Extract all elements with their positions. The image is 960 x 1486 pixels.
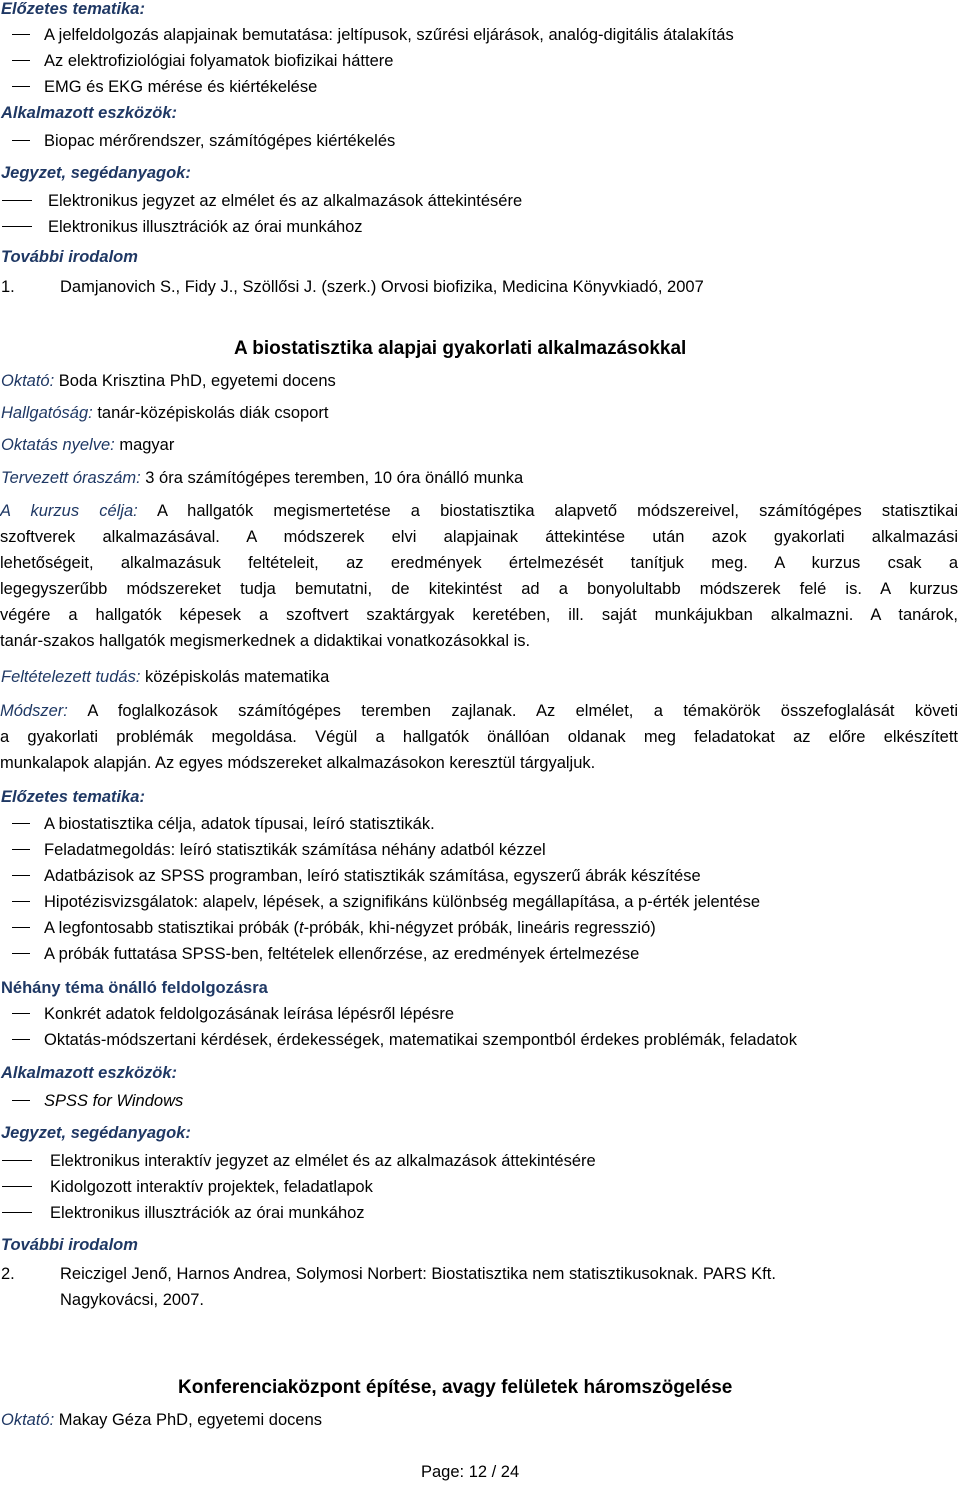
instructor-line: Oktató: Boda Krisztina PhD, egyetemi docens bbox=[1, 372, 336, 390]
page-number: Page: 12 / 24 bbox=[421, 1463, 520, 1481]
topics-heading-2: Előzetes tematika: bbox=[1, 788, 145, 806]
list-item: Kidolgozott interaktív projektek, feladatlapok bbox=[2, 1178, 373, 1198]
literature-heading-1: További irodalom bbox=[1, 248, 138, 266]
list-item: Feladatmegoldás: leíró statisztikák számítása néhány adatból kézzel bbox=[12, 841, 546, 861]
list-item: Elektronikus illusztrációk az órai munkához bbox=[2, 1204, 365, 1224]
literature-item: Damjanovich S., Fidy J., Szöllősi J. (szerk.) Orvosi biofizika, Medicina Könyvkiadó, 2007 bbox=[60, 278, 704, 296]
list-item: A biostatisztika célja, adatok típusai, leíró statisztikák. bbox=[12, 815, 435, 835]
list-item: SPSS for Windows bbox=[12, 1092, 183, 1112]
next-course-title: Konferenciaközpont építése, avagy felületek háromszögelése bbox=[178, 1377, 733, 1398]
list-item: Elektronikus illusztrációk az órai munkához bbox=[2, 218, 363, 238]
literature-heading-2: További irodalom bbox=[1, 1236, 138, 1254]
list-item: Oktatás-módszertani kérdések, érdekességek, matematikai szempontból érdekes problémák, feladatok bbox=[12, 1031, 797, 1051]
list-item: Biopac mérőrendszer, számítógépes kiértékelés bbox=[12, 132, 395, 152]
literature-item-line2: Nagykovácsi, 2007. bbox=[60, 1291, 204, 1309]
literature-item-line1: Reiczigel Jenő, Harnos Andrea, Solymosi Norbert: Biostatisztika nem statisztikusoknak. PARS Kft. bbox=[60, 1265, 776, 1283]
list-item: A próbák futtatása SPSS-ben, feltételek ellenőrzése, az eredmények értelmezése bbox=[12, 945, 639, 965]
literature-number: 1. bbox=[1, 278, 15, 296]
method-paragraph: Módszer: A foglalkozások számítógépes teremben zajlanak. Az elmélet, a témakörök összefoglalását követi a gyakorlati problémák megoldása. Végül a hallgatók önállóan oldanak meg feladatokat az előre elkészített munkalapok alapján. Az egyes módszereket alkalmazásokon keresztül tárgyaljuk. bbox=[0, 702, 958, 772]
language-line: Oktatás nyelve: magyar bbox=[1, 436, 175, 454]
self-study-heading: Néhány téma önálló feldolgozásra bbox=[1, 979, 268, 997]
list-item: Hipotézisvizsgálatok: alapelv, lépések, a szignifikáns különbség megállapítása, a p-érték jelentése bbox=[12, 893, 760, 913]
tools-heading-2: Alkalmazott eszközök: bbox=[1, 1064, 178, 1082]
next-instructor-line: Oktató: Makay Géza PhD, egyetemi docens bbox=[1, 1411, 322, 1429]
tools-heading-1: Alkalmazott eszközök: bbox=[1, 104, 178, 122]
list-item: Elektronikus jegyzet az elmélet és az alkalmazások áttekintésére bbox=[2, 192, 522, 212]
list-item: Elektronikus interaktív jegyzet az elmélet és az alkalmazások áttekintésére bbox=[2, 1152, 596, 1172]
course-goal-paragraph: A kurzus célja: A hallgatók megismertetése a biostatisztika alapvető módszereivel, számítógépes statisztikai szoftverek alkalmazásával. A módszerek elvi alapjainak áttekintése után azok gyakorlati alkalmazási lehetőségeit, alkalmazásuk feltételeit, az eredmények értelmezését tanítjuk meg. A kurzus csak a legegyszerűbb módszereket tudja bemutatni, de kitekintést ad a bonyolultabb módszerek felé is. A kurzus végére a hallgatók képesek a szoftvert szaktárgyak keretében, ill. saját munkájukban alkalmazni. A tanárok, tanár-szakos hallgatók megismerkednek a didaktikai vonatkozásokkal is. bbox=[0, 502, 959, 650]
list-item: Adatbázisok az SPSS programban, leíró statisztikák számítása, egyszerű ábrák készítése bbox=[12, 867, 701, 887]
list-item: A jelfeldolgozás alapjainak bemutatása: jeltípusok, szűrési eljárások, analóg-digitális átalakítás bbox=[12, 26, 734, 46]
list-item: Az elektrofiziológiai folyamatok biofizikai háttere bbox=[12, 52, 393, 72]
audience-line: Hallgatóság: tanár-középiskolás diák csoport bbox=[1, 404, 329, 422]
prerequisite-line: Feltételezett tudás: középiskolás matematika bbox=[1, 668, 330, 686]
course-title: A biostatisztika alapjai gyakorlati alkalmazásokkal bbox=[234, 338, 687, 359]
list-item: EMG és EKG mérése és kiértékelése bbox=[12, 78, 317, 98]
notes-heading-2: Jegyzet, segédanyagok: bbox=[1, 1124, 191, 1142]
list-item: A legfontosabb statisztikai próbák (t-próbák, khi-négyzet próbák, lineáris regresszió) bbox=[12, 919, 656, 939]
notes-heading-1: Jegyzet, segédanyagok: bbox=[1, 164, 191, 182]
hours-line: Tervezett óraszám: 3 óra számítógépes teremben, 10 óra önálló munka bbox=[1, 469, 524, 487]
list-item: Konkrét adatok feldolgozásának leírása lépésről lépésre bbox=[12, 1005, 454, 1025]
topics-heading-1: Előzetes tematika: bbox=[1, 0, 145, 18]
literature-number: 2. bbox=[1, 1265, 15, 1283]
